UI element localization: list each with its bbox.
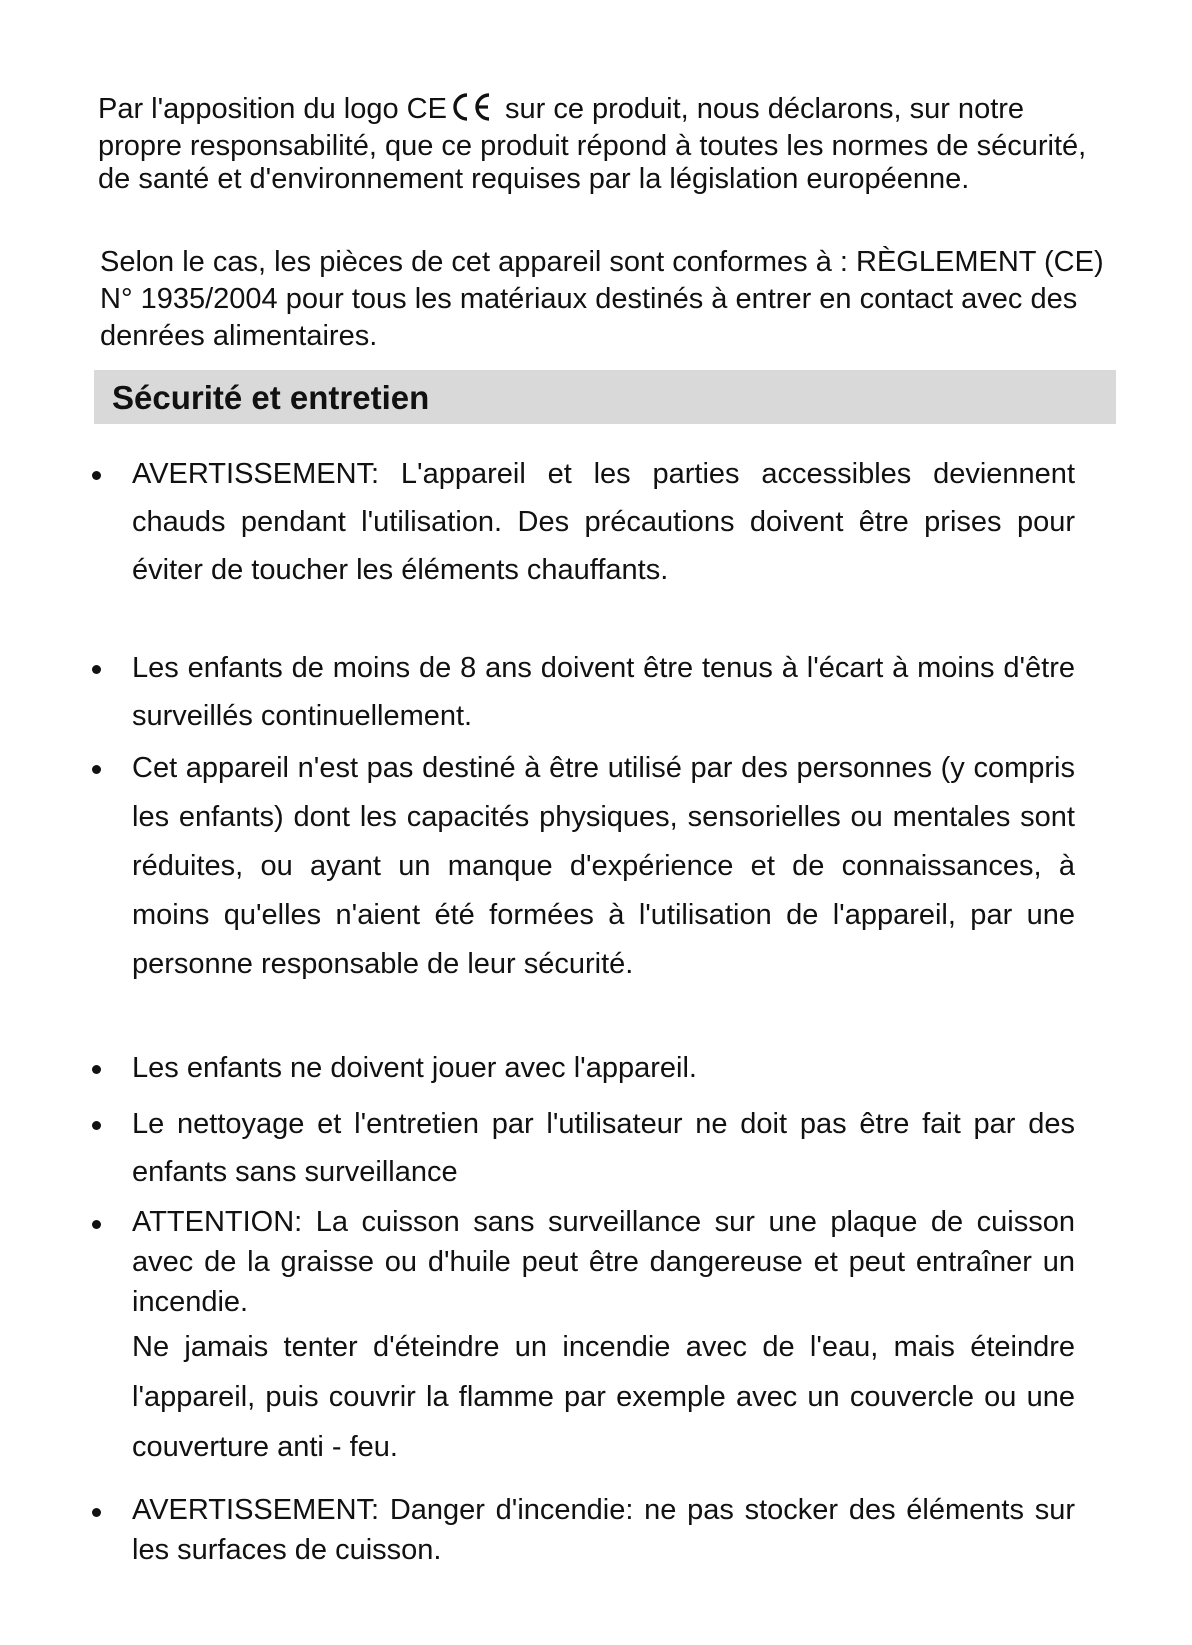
list-item [90,1490,1100,1570]
list-item-continuation: Ne jamais tenter d'éteindre un incendie avec de l'eau, mais éteindre l'appareil, puis couvrir la flamme par exemple avec un couvercle ou une couverture anti - feu. [132,1331,1075,1463]
list-item-text: Les enfants de moins de 8 ans doivent être tenus à l'écart à moins d'être surveillés continuellement. [132,652,1075,732]
bullet-icon [92,1065,101,1074]
bullet-icon [92,1508,101,1517]
list-item-text: AVERTISSEMENT: Danger d'incendie: ne pas stocker des éléments sur les surfaces de cuisson. [132,1494,1075,1566]
ce-declaration-rest: sur ce produit, nous déclarons, sur notre propre responsabilité, que ce produit répond à toutes les normes de sécurité, de santé et d'environnement requises par la législation européenne. [98,93,1087,195]
section-title: Sécurité et entretien [112,379,430,416]
list-item [90,744,1100,989]
list-item-text: Les enfants ne doivent jouer avec l'appareil. [132,1052,697,1084]
list-item [90,644,1100,740]
bullet-icon [92,765,101,774]
list-item-text: Cet appareil n'est pas destiné à être utilisé par des personnes (y compris les enfants) dont les capacités physiques, sensorielles ou mentales sont réduites, ou ayant un manque d'expérience et de connaissances, à moins qu'elles n'aient été formées à l'utilisation de l'appareil, par une personne responsable de leur sécurité. [132,752,1075,980]
list-item [90,450,1100,594]
list-item-text: ATTENTION: La cuisson sans surveillance sur une plaque de cuisson avec de la graisse ou d'huile peut être dangereuse et peut entraîner un incendie. [132,1206,1075,1318]
ce-logo-icon [449,92,493,130]
section-header [94,370,1116,424]
bullet-icon [92,1121,101,1130]
list-item-text: Le nettoyage et l'entretien par l'utilisateur ne doit pas être fait par des enfants sans surveillance [132,1108,1075,1188]
bullet-icon [92,471,101,480]
list-item [90,1044,1100,1092]
regulation-paragraph: Selon le cas, les pièces de cet appareil sont conformes à : RÈGLEMENT (CE) N° 1935/2004 pour tous les matériaux destinés à entrer en contact avec des denrées alimentaires. [100,246,1104,352]
ce-declaration-lead: Par l'apposition du logo CE [98,93,447,125]
bullet-icon [92,1220,101,1229]
list-item-text: AVERTISSEMENT: L'appareil et les parties accessibles deviennent chauds pendant l'utilisation. Des précautions doivent être prises pour éviter de toucher les éléments chauffants. [132,458,1075,586]
ce-declaration-paragraph [98,92,1108,196]
list-item [90,1202,1100,1472]
list-item [90,1100,1100,1196]
bullet-icon [92,665,101,674]
